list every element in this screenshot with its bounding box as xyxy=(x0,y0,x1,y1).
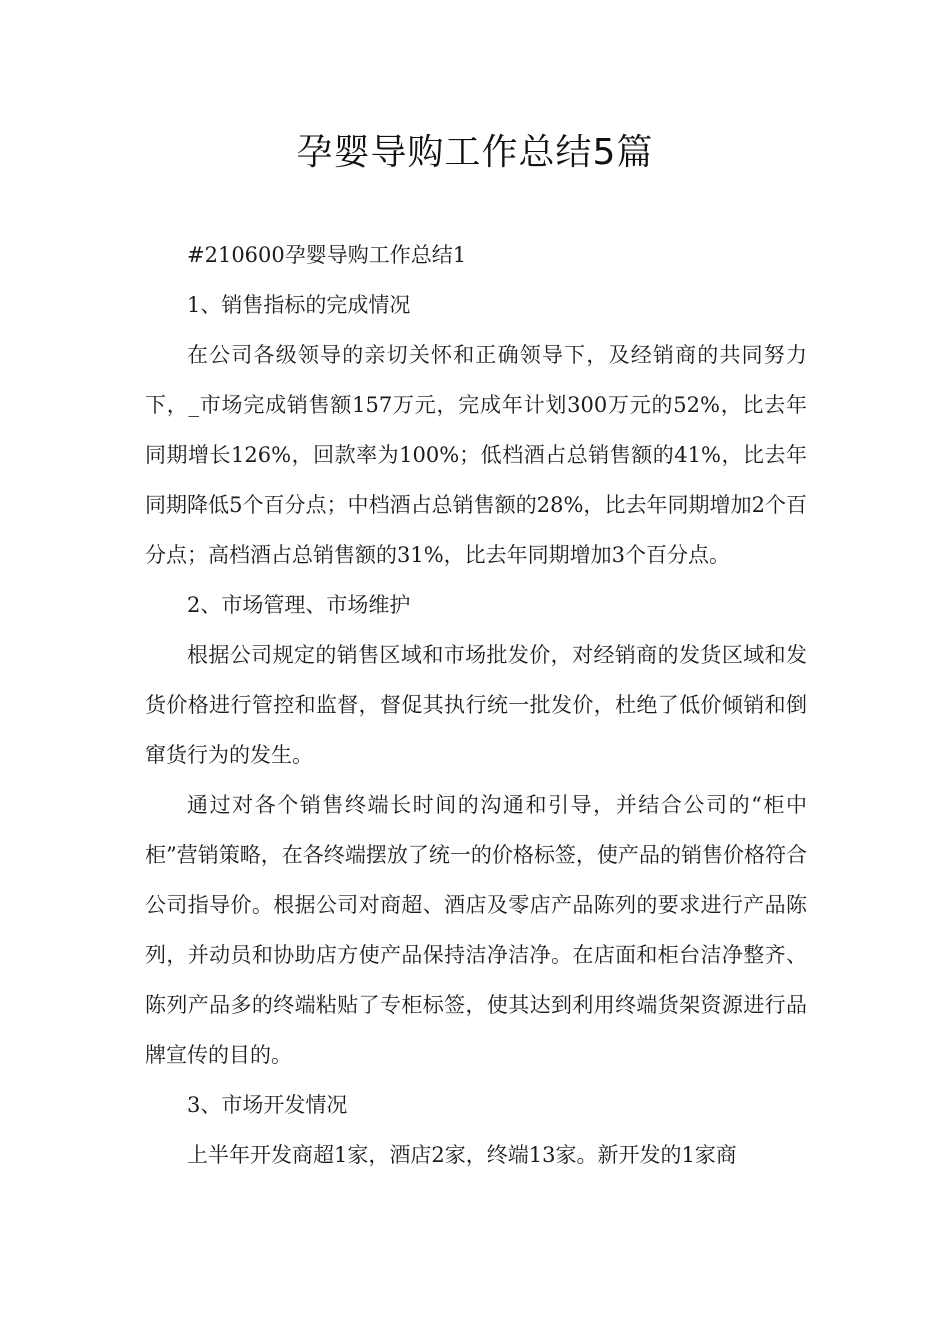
document-title: 孕婴导购工作总结5篇 xyxy=(296,132,654,173)
subheading-market-development: 3、市场开发情况 xyxy=(187,1093,348,1117)
paragraph-development-results: 上半年开发商超1家，酒店2家，终端13家。新开发的1家商 xyxy=(187,1143,737,1167)
paragraph-sales-results: 在公司各级领导的亲切关怀和正确领导下，及经销商的共同努力下，_市场完成销售额157万元，完成年计划300万元的52%，比去年同期增长126%，回款率为100%；低档酒占总销售额的41%，比去年同期降低5个百分点；中档酒占总销售额的28%，比去年同期增加2个百分点；高档酒占总销售额的31%，比去年同期增加3个百分点。 xyxy=(145,343,807,567)
section-heading-summary-1: #210600孕婴导购工作总结1 xyxy=(187,243,467,267)
paragraph-price-control: 根据公司规定的销售区域和市场批发价，对经销商的发货区域和发货价格进行管控和监督，督促其执行统一批发价，杜绝了低价倾销和倒窜货行为的发生。 xyxy=(145,643,807,767)
subheading-sales-targets: 1、销售指标的完成情况 xyxy=(187,293,411,317)
document-body xyxy=(145,230,807,1180)
subheading-market-management: 2、市场管理、市场维护 xyxy=(187,593,411,617)
paragraph-terminal-display: 通过对各个销售终端长时间的沟通和引导，并结合公司的“柜中柜”营销策略，在各终端摆放了统一的价格标签，使产品的销售价格符合公司指导价。根据公司对商超、酒店及零店产品陈列的要求进行产品陈列，并动员和协助店方使产品保持洁净洁净。在店面和柜台洁净整齐、陈列产品多的终端粘贴了专柜标签，使其达到利用终端货架资源进行品牌宣传的目的。 xyxy=(145,793,807,1067)
